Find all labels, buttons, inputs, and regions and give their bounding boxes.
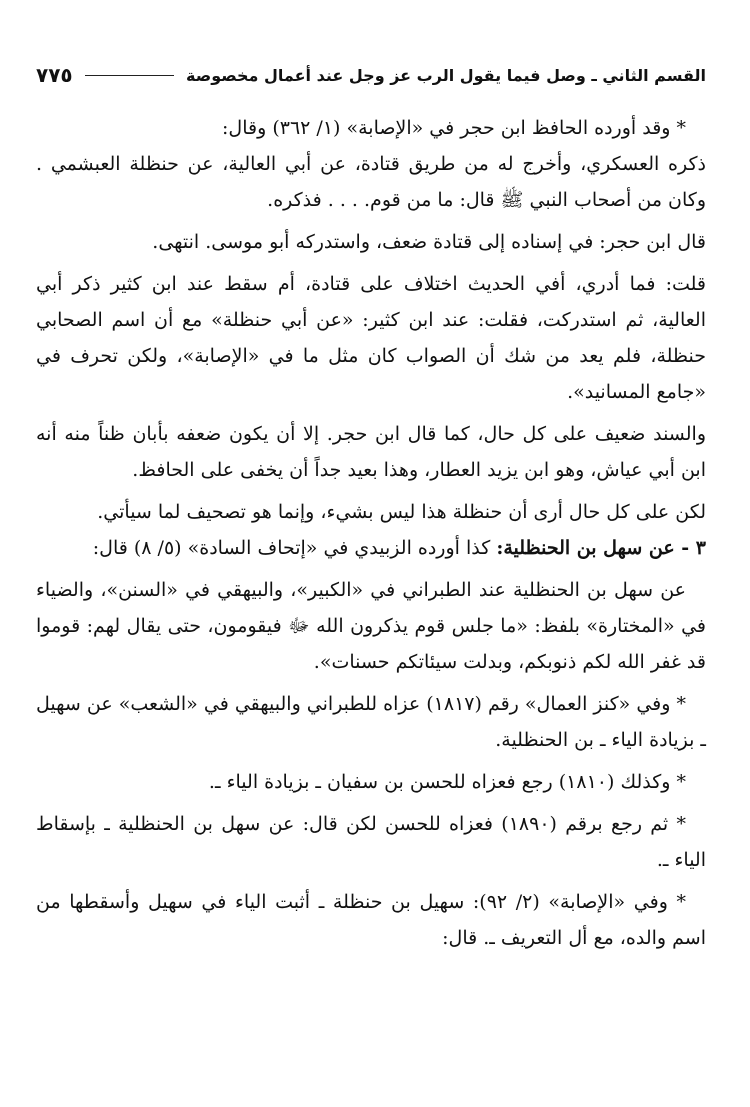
paragraph-askari: ذكره العسكري، وأخرج له من طريق قتادة، عن أبي العالية، عن حنظلة العبشمي . وكان من أصحاب النبي ﷺ قال: ما من قوم. . . . فذكره. — [36, 153, 706, 211]
paragraph-sahl-hadith: عن سهل بن الحنظلية عند الطبراني في «الكبير»، والبيهقي في «السنن»، والضياء في «المختارة» بلفظ: «ما جلس قوم يذكرون الله ﷻ فيقومون، حتى يقال لهم: قوموا قد غفر الله لكم ذنوبكم، وبدلت سيئاتكم حسنات». — [36, 579, 706, 673]
paragraph-tashif: لكن على كل حال أرى أن حنظلة هذا ليس بشيء، وإنما هو تصحيف لما سيأتي. — [97, 501, 706, 523]
section-3-text: كذا أورده الزبيدي في «إتحاف السادة» (٥/ ٨) قال: — [92, 537, 497, 559]
section-3-heading: ٣ - عن سهل بن الحنظلية: — [496, 537, 706, 559]
paragraph-1810: * وكذلك (١٨١٠) رجع فعزاه للحسن بن سفيان ـ بزيادة الياء ـ. — [208, 771, 686, 793]
paragraph-sanad-weak: والسند ضعيف على كل حال، كما قال ابن حجر. إلا أن يكون ضعفه بأبان ظناً منه أنه ابن أبي عياش، وهو ابن يزيد العطار، وهذا بعيد جداً أن يخفى على الحافظ. — [36, 423, 706, 481]
paragraph-kanz-ummal: * وفي «كنز العمال» رقم (١٨١٧) عزاه للطبراني والبيهقي في «الشعب» عن سهيل ـ بزيادة الياء ـ بن الحنظلية. — [36, 693, 706, 751]
paragraph-isaba-suhail: * وفي «الإصابة» (٢/ ٩٢): سهيل بن حنظلة ـ أثبت الياء في سهيل وأسقطها من اسم والده، مع أل التعريف ـ. قال: — [36, 891, 706, 949]
paragraph-1890: * ثم رجع برقم (١٨٩٠) فعزاه للحسن لكن قال: عن سهل بن الحنظلية ـ بإسقاط الياء ـ. — [36, 813, 706, 871]
paragraph-author-comment: قلت: فما أدري، أفي الحديث اختلاف على قتادة، أم سقط عند ابن كثير ذكر أبي العالية، ثم استدركت، فقلت: عند ابن كثير: «عن أبي حنظلة» مع أن اسم الصحابي حنظلة، فلم يعد من شك أن الصواب كان مثل ما في «الإصابة»، ولكن تحرف في «جامع المسانيد». — [36, 273, 706, 403]
running-header — [36, 56, 706, 94]
paragraph-isaba-citation: * وقد أورده الحافظ ابن حجر في «الإصابة» (١/ ٣٦٢) وقال: — [222, 117, 686, 139]
section-3-heading-paragraph — [36, 530, 706, 566]
header-title: القسم الثاني ـ وصل فيما يقول الرب عز وجل عند أعمال مخصوصة — [186, 65, 706, 85]
document-page — [36, 56, 706, 1086]
paragraph-ibn-hajar: قال ابن حجر: في إسناده إلى قتادة ضعف، واستدركه أبو موسى. انتهى. — [152, 231, 706, 253]
header-rule — [85, 75, 174, 76]
page-number: ٧٧٥ — [36, 63, 73, 87]
